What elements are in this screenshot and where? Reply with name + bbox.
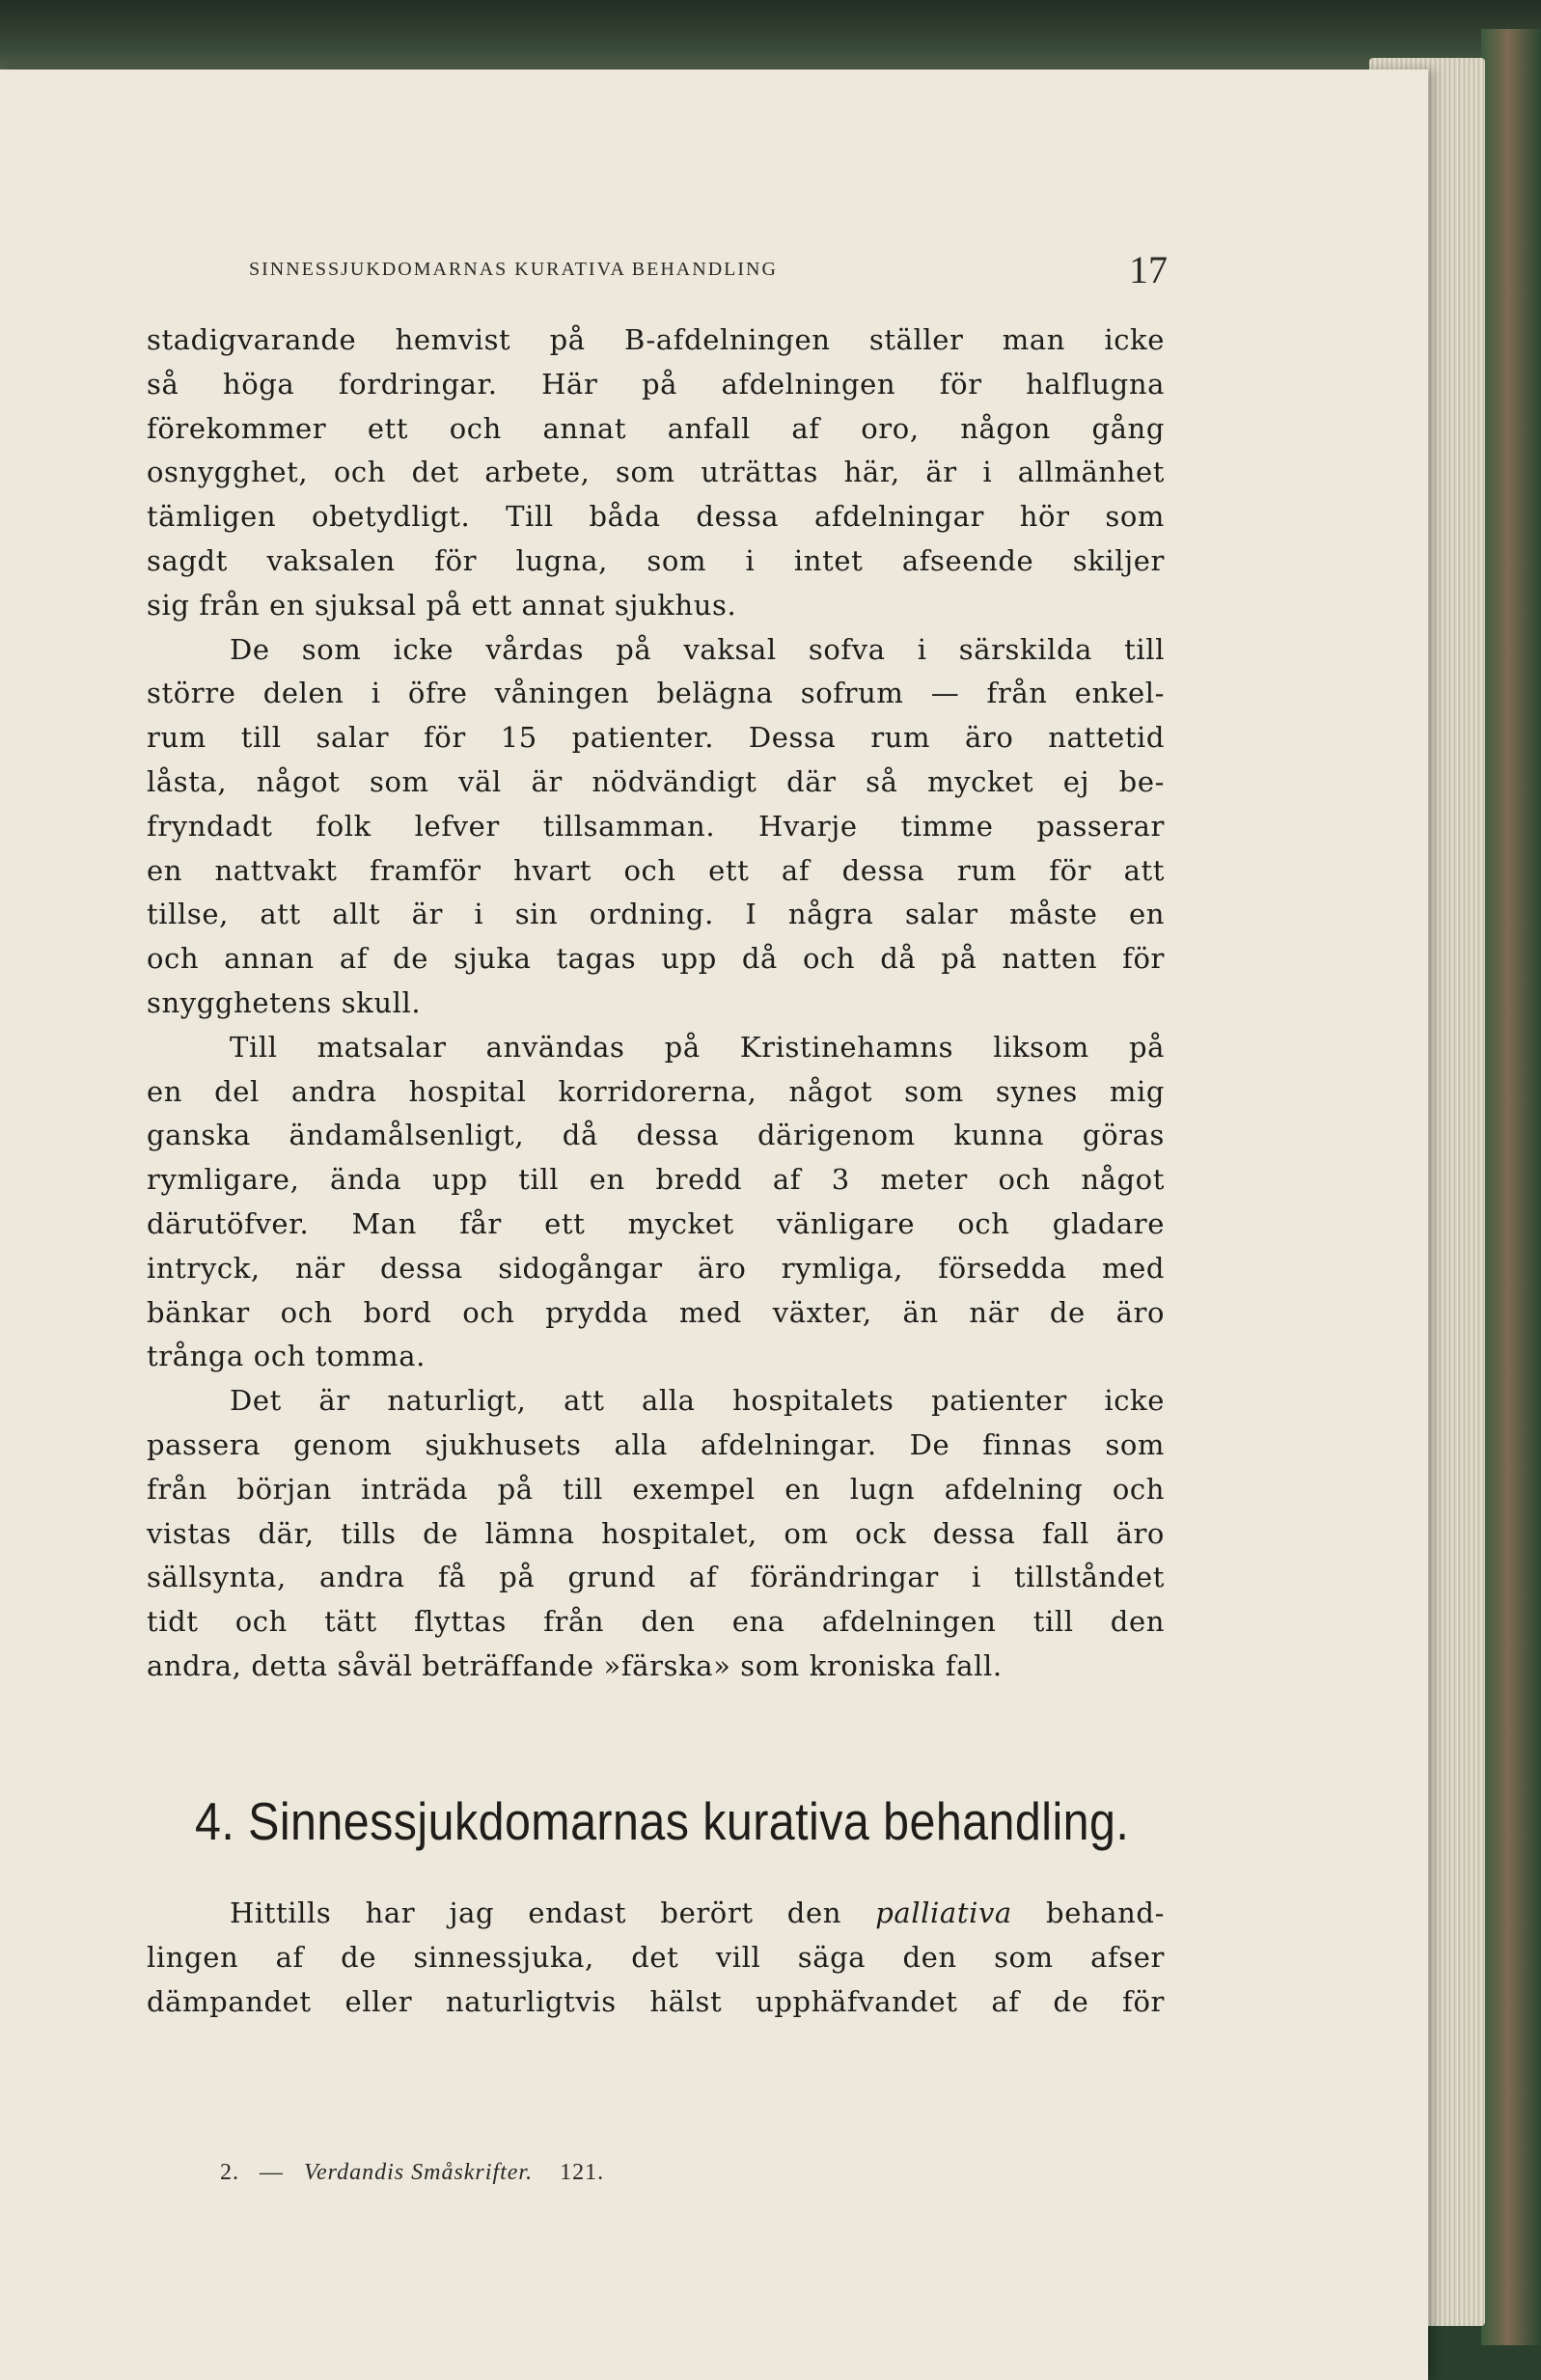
section-body (147, 1892, 1165, 2024)
text-line: stadigvarande hemvist på B-afdelningen ställer man icke (147, 323, 1165, 356)
text-line: osnygghet, och det arbete, som uträttas här, är i allmänhet (147, 456, 1165, 489)
text-line: tidt och tätt flyttas från den ena afdelningen till den (147, 1605, 1165, 1639)
text-line: tillse, att allt är i sin ordning. I några salar måste en (147, 898, 1165, 931)
text-line: bänkar och bord och prydda med växter, än när de äro (147, 1295, 1165, 1329)
signature-mark: 2. (220, 2160, 239, 2185)
text-line (147, 1892, 1165, 1936)
text-line: snygghetens skull. (147, 985, 422, 1019)
book-cover-edge (1481, 29, 1541, 2345)
text-line: och annan af de sjuka tagas upp då och då på natten för (147, 942, 1165, 976)
text-line: större delen i öfre våningen belägna sofrum — från enkel- (147, 677, 1165, 710)
text-line: tämligen obetydligt. Till båda dessa afdelningar hör som (147, 500, 1165, 534)
text-line: fryndadt folk lefver tillsamman. Hvarje timme passerar (147, 809, 1165, 843)
text-line: sig från en sjuksal på ett annat sjukhus. (147, 588, 737, 622)
text-line: därutöfver. Man får ett mycket vänligare och gladare (147, 1206, 1165, 1240)
section-heading: 4. Sinnessjukdomarnas kurativa behandling. (195, 1791, 1130, 1851)
series-number: 121. (560, 2160, 605, 2185)
text-fragment: behand- (1011, 1896, 1165, 1929)
text-line: så höga fordringar. Här på afdelningen för halflugna (147, 367, 1165, 401)
text-line: rymligare, ända upp till en bredd af 3 meter och något (147, 1163, 1165, 1197)
text-line: låsta, något som väl är nödvändigt där så mycket ej be- (147, 764, 1165, 798)
body-text (147, 318, 1165, 1689)
text-line: De som icke vårdas på vaksal sofva i särskilda till (230, 632, 1165, 666)
footer-dash: — (260, 2160, 284, 2185)
text-line: intryck, när dessa sidogångar äro rymliga, försedda med (147, 1251, 1165, 1285)
running-head: SINNESSJUKDOMARNAS KURATIVA BEHANDLING (249, 259, 778, 280)
text-line: andra, detta såväl beträffande »färska» som kroniska fall. (147, 1648, 1003, 1682)
text-line: dämpandet eller naturligtvis hälst upphäfvandet af de för (147, 1984, 1165, 2018)
text-fragment: Hittills har jag endast berört den (230, 1896, 876, 1929)
series-title: Verdandis Småskrifter. (304, 2160, 534, 2185)
text-line: Till matsalar användas på Kristinehamns liksom på (230, 1030, 1165, 1064)
text-line: rum till salar för 15 patienter. Dessa rum äro nattetid (147, 721, 1165, 755)
text-line: ganska ändamålsenligt, då dessa därigenom kunna göras (147, 1119, 1165, 1152)
page-footer (220, 2160, 604, 2186)
text-line: trånga och tomma. (147, 1340, 426, 1373)
text-line: en nattvakt framför hvart och ett af dessa rum för att (147, 853, 1165, 887)
page-number: 17 (1129, 248, 1168, 291)
text-line: sagdt vaksalen för lugna, som i intet afseende skiljer (147, 543, 1165, 577)
italic-term: palliativa (875, 1896, 1012, 1929)
text-line: en del andra hospital korridorerna, något som synes mig (147, 1074, 1165, 1108)
text-line: vistas där, tills de lämna hospitalet, om ock dessa fall äro (147, 1516, 1165, 1550)
text-line: lingen af de sinnessjuka, det vill säga den som afser (147, 1940, 1165, 1974)
text-line: Det är naturligt, att alla hospitalets patienter icke (230, 1384, 1165, 1418)
text-line: från början inträda på till exempel en lugn afdelning och (147, 1472, 1165, 1506)
text-line: förekommer ett och annat anfall af oro, någon gång (147, 411, 1165, 445)
text-line: sällsynta, andra få på grund af förändringar i tillståndet (147, 1561, 1165, 1594)
text-line: passera genom sjukhusets alla afdelningar. De finnas som (147, 1427, 1165, 1461)
